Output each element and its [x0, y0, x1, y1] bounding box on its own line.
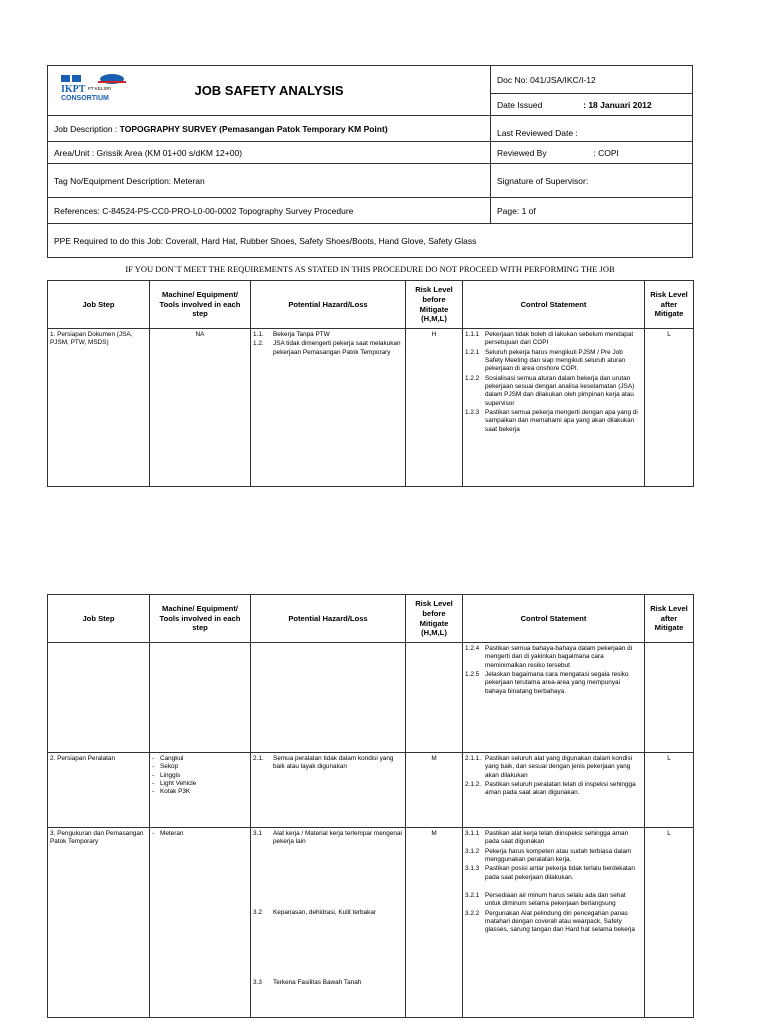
hazard-item-text: JSA tidak dimengerti pekerja saat melakukan pekerjaan Pemasangan Patok Temporary	[273, 340, 401, 356]
control-item	[465, 645, 642, 670]
col-control: Control Statement	[463, 595, 645, 643]
machine-item-text: Light Vehicle	[160, 779, 197, 787]
hazard-item	[253, 909, 403, 917]
page-number: Page: 1 of	[491, 198, 693, 224]
hazard-item	[253, 979, 403, 987]
job-description	[48, 116, 491, 142]
machine-cell: NA	[150, 329, 251, 487]
last-reviewed: Last Reviewed Date :	[491, 116, 693, 142]
control-item	[465, 848, 642, 865]
risk-before-cell	[406, 643, 463, 753]
table-row	[48, 329, 694, 487]
control-item-number: 1.2.4	[465, 645, 480, 652]
control-item-text: Pekerja harus kompeten atau sudah terbiasa dalam menggunakan peralatan kerja.	[485, 847, 632, 863]
job-description-value: TOPOGRAPHY SURVEY (Pemasangan Patok Temporary KM Point)	[119, 123, 388, 134]
control-item-text: Pastikan seluruh alat yang digunakan dalam kondisi yang baik, dan sesuai dengan jenis pekerjaan yang akan dilakukan	[485, 755, 633, 779]
control-item-number: 2.1.1.	[465, 755, 481, 762]
date-issued-label: Date Issued	[497, 99, 543, 110]
hazard-item-text: Bekerja Tanpa PTW	[273, 331, 330, 338]
control-item-text: Persediaan air minum harus selalu ada dan sehat untuk diminum selama pekerjaan berlangsung	[485, 891, 626, 908]
date-issued	[491, 94, 693, 116]
hazard-item-number: 3.3	[253, 978, 262, 986]
risk-before-cell: H	[406, 329, 463, 487]
jsa-table-2	[47, 594, 694, 1018]
tag-equipment: Tag No/Equipment Description: Meteran	[48, 164, 491, 198]
col-control: Control Statement	[463, 281, 645, 329]
control-item	[465, 781, 642, 798]
machine-item	[152, 830, 248, 838]
control-item-text: Pastikan posisi antar pekerja tidak terlalu berdekatan pada saat pekerjaan dilakukan.	[485, 865, 635, 881]
machine-cell	[150, 753, 251, 828]
control-item-text: Jelaskan bagaimana cara mengatasi segala resiko pekerjaan terutama area-area yang mempunyai bahaya binatang berbahaya.	[485, 670, 629, 695]
control-item-number: 3.2.2	[465, 909, 480, 917]
col-hazard: Potential Hazard/Loss	[251, 595, 406, 643]
control-cell	[463, 643, 645, 753]
doc-no: Doc No: 041/JSA/IKC/I-12	[491, 66, 693, 94]
control-item	[465, 349, 642, 374]
control-item	[465, 755, 642, 780]
control-item-text: Pastikan semua pekerja mengerti dengan apa yang di sampaikan dan memahami apa yang akan dilakukan saat bekerja	[485, 408, 638, 433]
bullet-dash: -	[152, 771, 155, 779]
control-cell	[463, 329, 645, 487]
table-row	[48, 753, 694, 828]
table-row	[48, 643, 694, 753]
risk-after-cell: L	[645, 753, 694, 828]
machine-item-text: Sekop	[160, 763, 179, 771]
job-step-cell: 2. Persiapan Peralatan	[48, 753, 150, 828]
jsa-table-1	[47, 280, 694, 487]
control-item-number: 3.1.1	[465, 830, 480, 837]
col-risk-after: Risk Level after Mitigate	[645, 595, 694, 643]
control-item-number: 1.2.3	[465, 408, 480, 416]
col-job-step: Job Step	[48, 595, 150, 643]
machine-item-text: Linggis	[160, 771, 181, 779]
hazard-cell	[251, 828, 406, 1018]
job-step-cell	[48, 643, 150, 753]
control-item-number: 1.2.5	[465, 670, 480, 678]
machine-item-text: Cangkul	[160, 755, 184, 762]
machine-cell	[150, 643, 251, 753]
risk-before-cell: M	[406, 753, 463, 828]
bullet-dash: -	[152, 763, 155, 771]
hazard-item-text: Kepanasan, dehidrasi, Kulit terbakar	[273, 908, 377, 916]
job-description-label: Job Description :	[54, 123, 120, 134]
bullet-dash: -	[152, 779, 155, 787]
hazard-item-number: 1.1.	[253, 331, 264, 338]
col-hazard: Potential Hazard/Loss	[251, 281, 406, 329]
header-table	[47, 65, 693, 258]
machine-cell	[150, 828, 251, 1018]
control-item-number: 3.2.1	[465, 891, 480, 899]
control-item	[465, 375, 642, 408]
hazard-item	[253, 340, 403, 357]
reviewed-by	[491, 142, 693, 164]
job-step-cell: 3. Pengukuran dan Pemasangan Patok Temporary	[48, 828, 150, 1018]
control-cell	[463, 828, 645, 1018]
ppe-required: PPE Required to do this Job: Coverall, Hard Hat, Rubber Shoes, Safety Shoes/Boots, Hand Glove, Safety Glass	[48, 224, 693, 258]
control-item	[465, 409, 642, 434]
control-item-text: Pergunakan Alat pelindung diri pencegahan panas matahari dengan coverall atau wearpack, Safety glasses, sarung tangan dan Hard hat selama bekerja	[485, 909, 635, 934]
risk-after-cell	[645, 643, 694, 753]
col-risk-after: Risk Level after Mitigate	[645, 281, 694, 329]
hazard-item-number: 1.2.	[253, 340, 264, 348]
bullet-dash: -	[152, 830, 155, 837]
control-item	[465, 892, 642, 909]
machine-item	[152, 780, 248, 788]
control-item-text: Sosialisasi semua aturan dalam bekerja dan urutan pekerjaan sesuai dengan analisa keselamatan (JSA) dalam PJSM dan dilakukan oleh pimpinan kerja atau supervisor	[485, 374, 635, 407]
control-item-text: Pekerjaan tidak boleh di lakukan sebelum mendapat persetujuan dari COPI	[485, 331, 634, 347]
control-item-number: 2.1.2.	[465, 780, 481, 788]
signature-supervisor: Signature of Supervisor:	[491, 164, 693, 198]
table-header-row	[48, 595, 694, 643]
hazard-item-text: Terkena Fasilitas Bawah Tanah	[273, 978, 362, 986]
risk-before-cell: M	[406, 828, 463, 1018]
table-header-row	[48, 281, 694, 329]
col-machine: Machine/ Equipment/ Tools involved in each step	[150, 281, 251, 329]
control-item-text: Seluruh pekerja harus mengikuti PJSM / Pre Job Safety Meeting dan siap mengikuti seluruh aturan pekerjaan di area onshore COPI.	[485, 348, 626, 373]
risk-after-cell: L	[645, 828, 694, 1018]
hazard-item-text: Semua peralatan tidak dalam kondisi yang baik atau layak digunakan	[273, 755, 394, 771]
col-job-step: Job Step	[48, 281, 150, 329]
bullet-dash: -	[152, 788, 155, 796]
area-unit: Area/Unit : Grissik Area (KM 01+00 s/dKM 12+00)	[48, 142, 491, 164]
bullet-dash: -	[152, 755, 155, 762]
job-step-cell: 1. Persiapan Dokumen (JSA, PJSM, PTW, MSDS)	[48, 329, 150, 487]
col-machine: Machine/ Equipment/ Tools involved in each step	[150, 595, 251, 643]
logo-text-kelsri: PT KELSRI	[88, 86, 111, 91]
control-item	[465, 671, 642, 696]
logo-text-consortium: CONSORTIUM	[61, 95, 109, 102]
document-title: JOB SAFETY ANALYSIS	[194, 83, 344, 98]
logo-text-ikpt: IKPT	[61, 84, 86, 95]
hazard-cell	[251, 643, 406, 753]
control-cell	[463, 753, 645, 828]
hazard-cell	[251, 329, 406, 487]
control-item-number: 1.2.1	[465, 348, 480, 356]
control-item	[465, 830, 642, 847]
control-item	[465, 865, 642, 882]
control-item	[465, 331, 642, 348]
control-item-number: 1.1.1	[465, 331, 480, 338]
hazard-item	[253, 830, 403, 847]
control-item-text: Pastikan seluruh peralatan telah di inspeksi sehingga aman pada saat akan digunakan.	[485, 780, 636, 797]
machine-item	[152, 763, 248, 771]
control-item-text: Pastikan alat kerja telah diinspeksi sehingga aman pada saat digunakan	[485, 830, 629, 846]
reviewed-by-value: : COPI	[593, 147, 619, 158]
machine-item	[152, 772, 248, 780]
hazard-item	[253, 755, 403, 772]
control-item	[465, 910, 642, 935]
machine-item-text: Meteran	[160, 830, 184, 837]
control-item-number: 3.1.2	[465, 847, 480, 855]
control-item-number: 1.2.2	[465, 374, 480, 382]
hazard-item-number: 3.2	[253, 908, 262, 916]
hazard-item-number: 2.1.	[253, 755, 264, 762]
risk-after-cell: L	[645, 329, 694, 487]
control-item-number: 3.1.3	[465, 865, 480, 873]
reviewed-by-label: Reviewed By	[497, 147, 547, 158]
table-row	[48, 828, 694, 1018]
date-issued-value: : 18 Januari 2012	[583, 99, 652, 110]
hazard-item-number: 3.1	[253, 830, 262, 837]
control-item-text: Pastikan semua bahaya-bahaya dalam pekerjaan di mengerti dan di yakinkan bagaimana cara meminimalkan resiko tersebut	[485, 645, 633, 669]
warning-text: IF YOU DON`T MEET THE REQUIREMENTS AS STATED IN THIS PROCEDURE DO NOT PROCEED WITH PERFORMING THE JOB	[125, 264, 615, 274]
machine-item	[152, 788, 248, 796]
col-risk-before: Risk Level before Mitigate (H,M,L)	[406, 281, 463, 329]
hazard-item	[253, 331, 403, 339]
machine-item	[152, 755, 248, 763]
references: References: C-84524-PS-CC0-PRO-L0-00-0002 Topography Survey Procedure	[48, 198, 491, 224]
col-risk-before: Risk Level before Mitigate (H,M,L)	[406, 595, 463, 643]
ikpt-logo	[60, 72, 140, 102]
hazard-cell	[251, 753, 406, 828]
machine-item-text: Kotak P3K	[160, 788, 191, 796]
hazard-item-text: Alat kerja / Material kerja terlempar mengenai pekerja lain	[273, 830, 402, 846]
